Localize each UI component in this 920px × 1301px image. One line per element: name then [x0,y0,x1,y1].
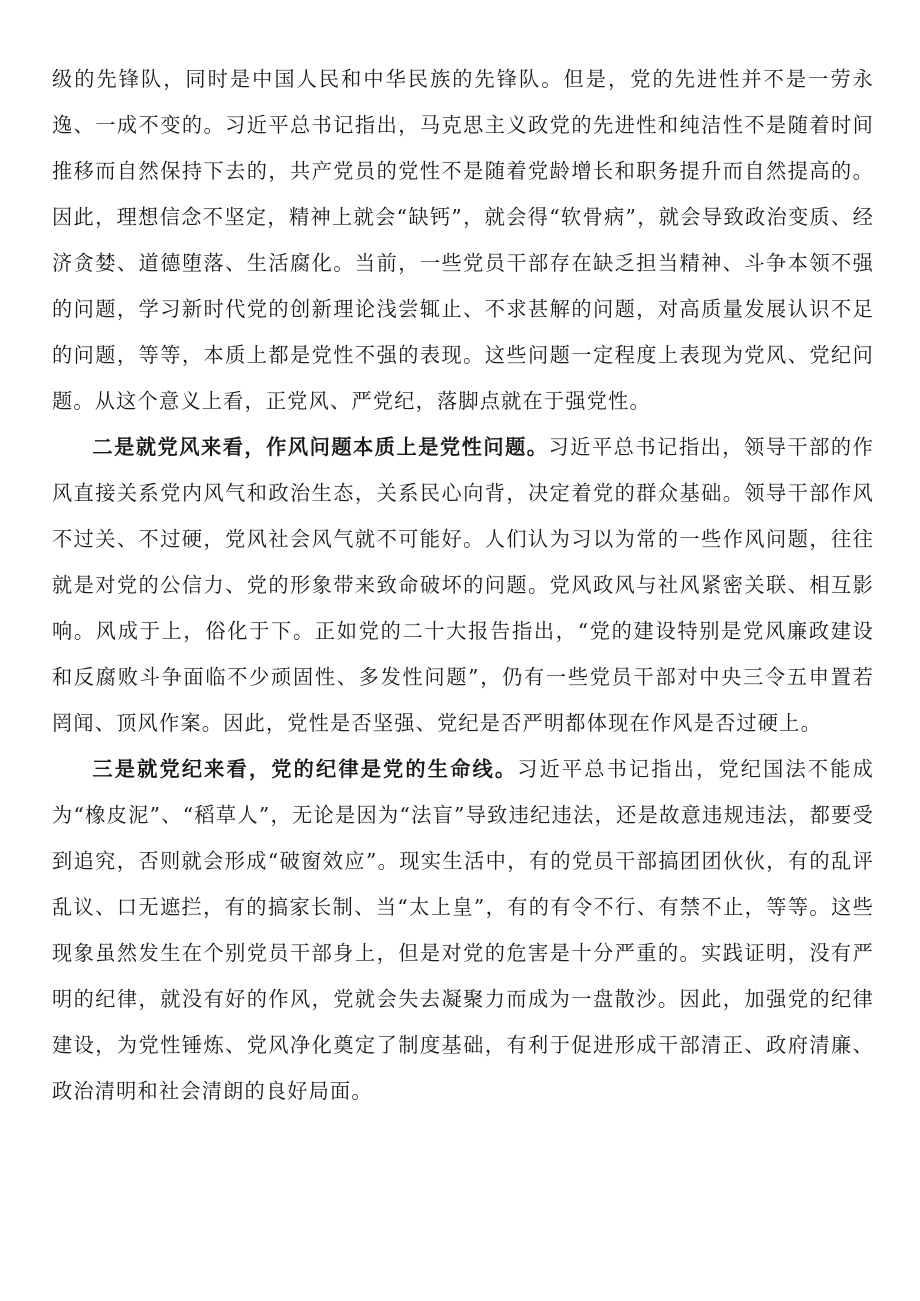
paragraph-party-style [52,424,874,746]
paragraph-text: 级的先锋队，同时是中国人民和中华民族的先锋队。但是，党的先进性并不是一劳永逸、一成不变的。习近平总书记指出，马克思主义政党的先进性和纯洁性不是随着时间推移而自然保持下去的，共产党员的党性不是随着党龄增长和职务提升而自然提高的。因此，理想信念不坚定，精神上就会“缺钙”，就会得“软骨病”，就会导致政治变质、经济贪婪、道德堕落、生活腐化。当前，一些党员干部存在缺乏担当精神、斗争本领不强的问题，学习新时代党的创新理论浅尝辄止、不求甚解的问题，对高质量发展认识不足的问题，等等，本质上都是党性不强的表现。这些问题一定程度上表现为党风、党纪问题。从这个意义上看，正党风、严党纪，落脚点就在于强党性。 [52,67,874,413]
paragraph-text: 习近平总书记指出，领导干部的作风直接关系党内风气和政治生态，关系民心向背，决定着党的群众基础。领导干部作风不过关、不过硬，党风社会风气就不可能好。人们认为习以为常的一些作风问题，往往就是对党的公信力、党的形象带来致命破坏的问题。党风政风与社风紧密关联、相互影响。风成于上，俗化于下。正如党的二十大报告指出，“党的建设特别是党风廉政建设和反腐败斗争面临不少顽固性、多发性问题”，仍有一些党员干部对中央三令五申置若罔闻、顶风作案。因此，党性是否坚强、党纪是否严明都体现在作风是否过硬上。 [52,435,874,735]
paragraph-party-discipline [52,746,874,1114]
paragraph-lead-heading: 二是就党风来看，作风问题本质上是党性问题。 [92,435,549,459]
paragraph-continuation [52,56,874,424]
document-page [52,56,874,1114]
paragraph-lead-heading: 三是就党纪来看，党的纪律是党的生命线。 [92,757,518,781]
paragraph-text: 习近平总书记指出，党纪国法不能成为“橡皮泥”、“稻草人”，无论是因为“法盲”导致违纪违法，还是故意违规违法，都要受到追究，否则就会形成“破窗效应”。现实生活中，有的党员干部搞团团伙伙，有的乱评乱议、口无遮拦，有的搞家长制、当“太上皇”，有的有令不行、有禁不止，等等。这些现象虽然发生在个别党员干部身上，但是对党的危害是十分严重的。实践证明，没有严明的纪律，就没有好的作风，党就会失去凝聚力而成为一盘散沙。因此，加强党的纪律建设，为党性锤炼、党风净化奠定了制度基础，有利于促进形成干部清正、政府清廉、政治清明和社会清朗的良好局面。 [52,757,874,1103]
